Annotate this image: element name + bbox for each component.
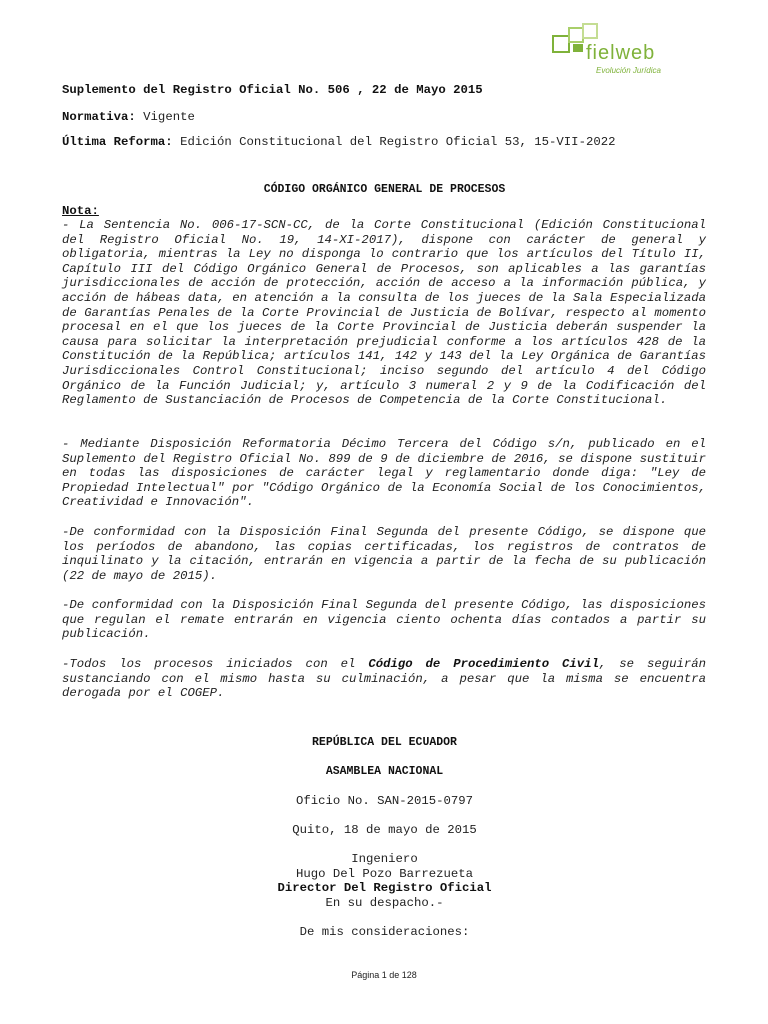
logo-tagline: Evolución Jurídica [596, 66, 661, 75]
normativa-label: Normativa: [62, 110, 136, 124]
normativa-value: Vigente [135, 110, 195, 124]
document-title: CÓDIGO ORGÁNICO GENERAL DE PROCESOS [263, 183, 506, 196]
note-paragraph-2: - Mediante Disposición Reformatoria Décimo Tercera del Código s/n, publicado en el Suplemento del Registro Oficial No. 899 de 9 de diciembre de 2016, se dispone sustituir en todas las disposiciones de carácter legal y reglamentario donde diga: "Ley de Propiedad Intelectual" por "Código Orgánico de la Economía Social de los Conocimientos, Creatividad e Innovación". [62, 437, 706, 510]
asamblea-heading: ASAMBLEA NACIONAL [325, 765, 444, 778]
normativa-line [62, 110, 195, 124]
republica-heading: REPÚBLICA DEL ECUADOR [312, 736, 457, 749]
nota-label: Nota: [62, 204, 99, 218]
logo-name: fielweb [586, 42, 656, 64]
letter-date: Quito, 18 de mayo de 2015 [292, 823, 477, 837]
note-paragraph-1: - La Sentencia No. 006-17-SCN-CC, de la Corte Constitucional (Edición Constitucional del Registro Oficial No. 19, 14-XI-2017), dispone con carácter de general y obligatoria, mientras la Ley no disponga lo contrario que los artículos del Título II, Capítulo III del Código Orgánico General de Procesos, son aplicables a las garantías jurisdiccionales de acción de protección, acción de acceso a la información pública, y acción de hábeas data, en atención a la consulta de los jueces de la Sala Especializada de Garantías Penales de la Corte Provincial de Justicia de Bolívar, respecto al momento procesal en el que los jueces de la Corte Provincial de Justicia deberán suspender la causa para solicitar la interpretación prejudicial conforme a los artículos 428 de la Constitución de la República; artículos 141, 142 y 143 del la Ley Orgánica de Garantías Jurisdiccionales Control Constitucional; inciso segundo del artículo 4 del Código Orgánico de la Función Judicial; y, artículo 3 numeral 2 y 9 de la Codificación del Reglamento de Sustanciación de Procesos de Competencia de la Corte Constitucional. [62, 218, 706, 408]
note-paragraph-4: -De conformidad con la Disposición Final Segunda del presente Código, las disposiciones que regulan el remate entrarán en vigencia ciento ochenta días contados a partir su publicación. [62, 598, 706, 642]
note-5-text-b: , se seguirán sustanciando con el mismo hasta su culminación, a pesar que la misma se encuentra derogada por el COGEP. [62, 657, 706, 701]
note-paragraph-5 [62, 657, 706, 701]
recipient-title: Ingeniero [351, 852, 418, 866]
note-5-bold: Código de Procedimiento Civil [368, 657, 599, 671]
note-paragraph-3: -De conformidad con la Disposición Final Segunda del presente Código, se dispone que los períodos de abandono, las copias certificadas, los registros de contratos de inquilinato y la citación, entrarán en vigencia a partir de la fecha de su publicación (22 de mayo de 2015). [62, 525, 706, 583]
reforma-label: Última Reforma: [62, 135, 173, 149]
salutation: De mis consideraciones: [299, 925, 470, 939]
oficio-number: Oficio No. SAN-2015-0797 [295, 794, 474, 808]
recipient-position: Director Del Registro Oficial [277, 881, 492, 895]
recipient-name: Hugo Del Pozo Barrezueta [295, 867, 474, 881]
note-5-text-a: -Todos los procesos iniciados con el [62, 657, 369, 671]
page-number: Página 1 de 128 [351, 970, 417, 980]
ultima-reforma-line [62, 135, 615, 149]
recipient-office: En su despacho.- [325, 896, 444, 910]
reforma-value: Edición Constitucional del Registro Oficial 53, 15-VII-2022 [172, 135, 616, 149]
suplemento-line: Suplemento del Registro Oficial No. 506 , 22 de Mayo 2015 [62, 83, 483, 97]
